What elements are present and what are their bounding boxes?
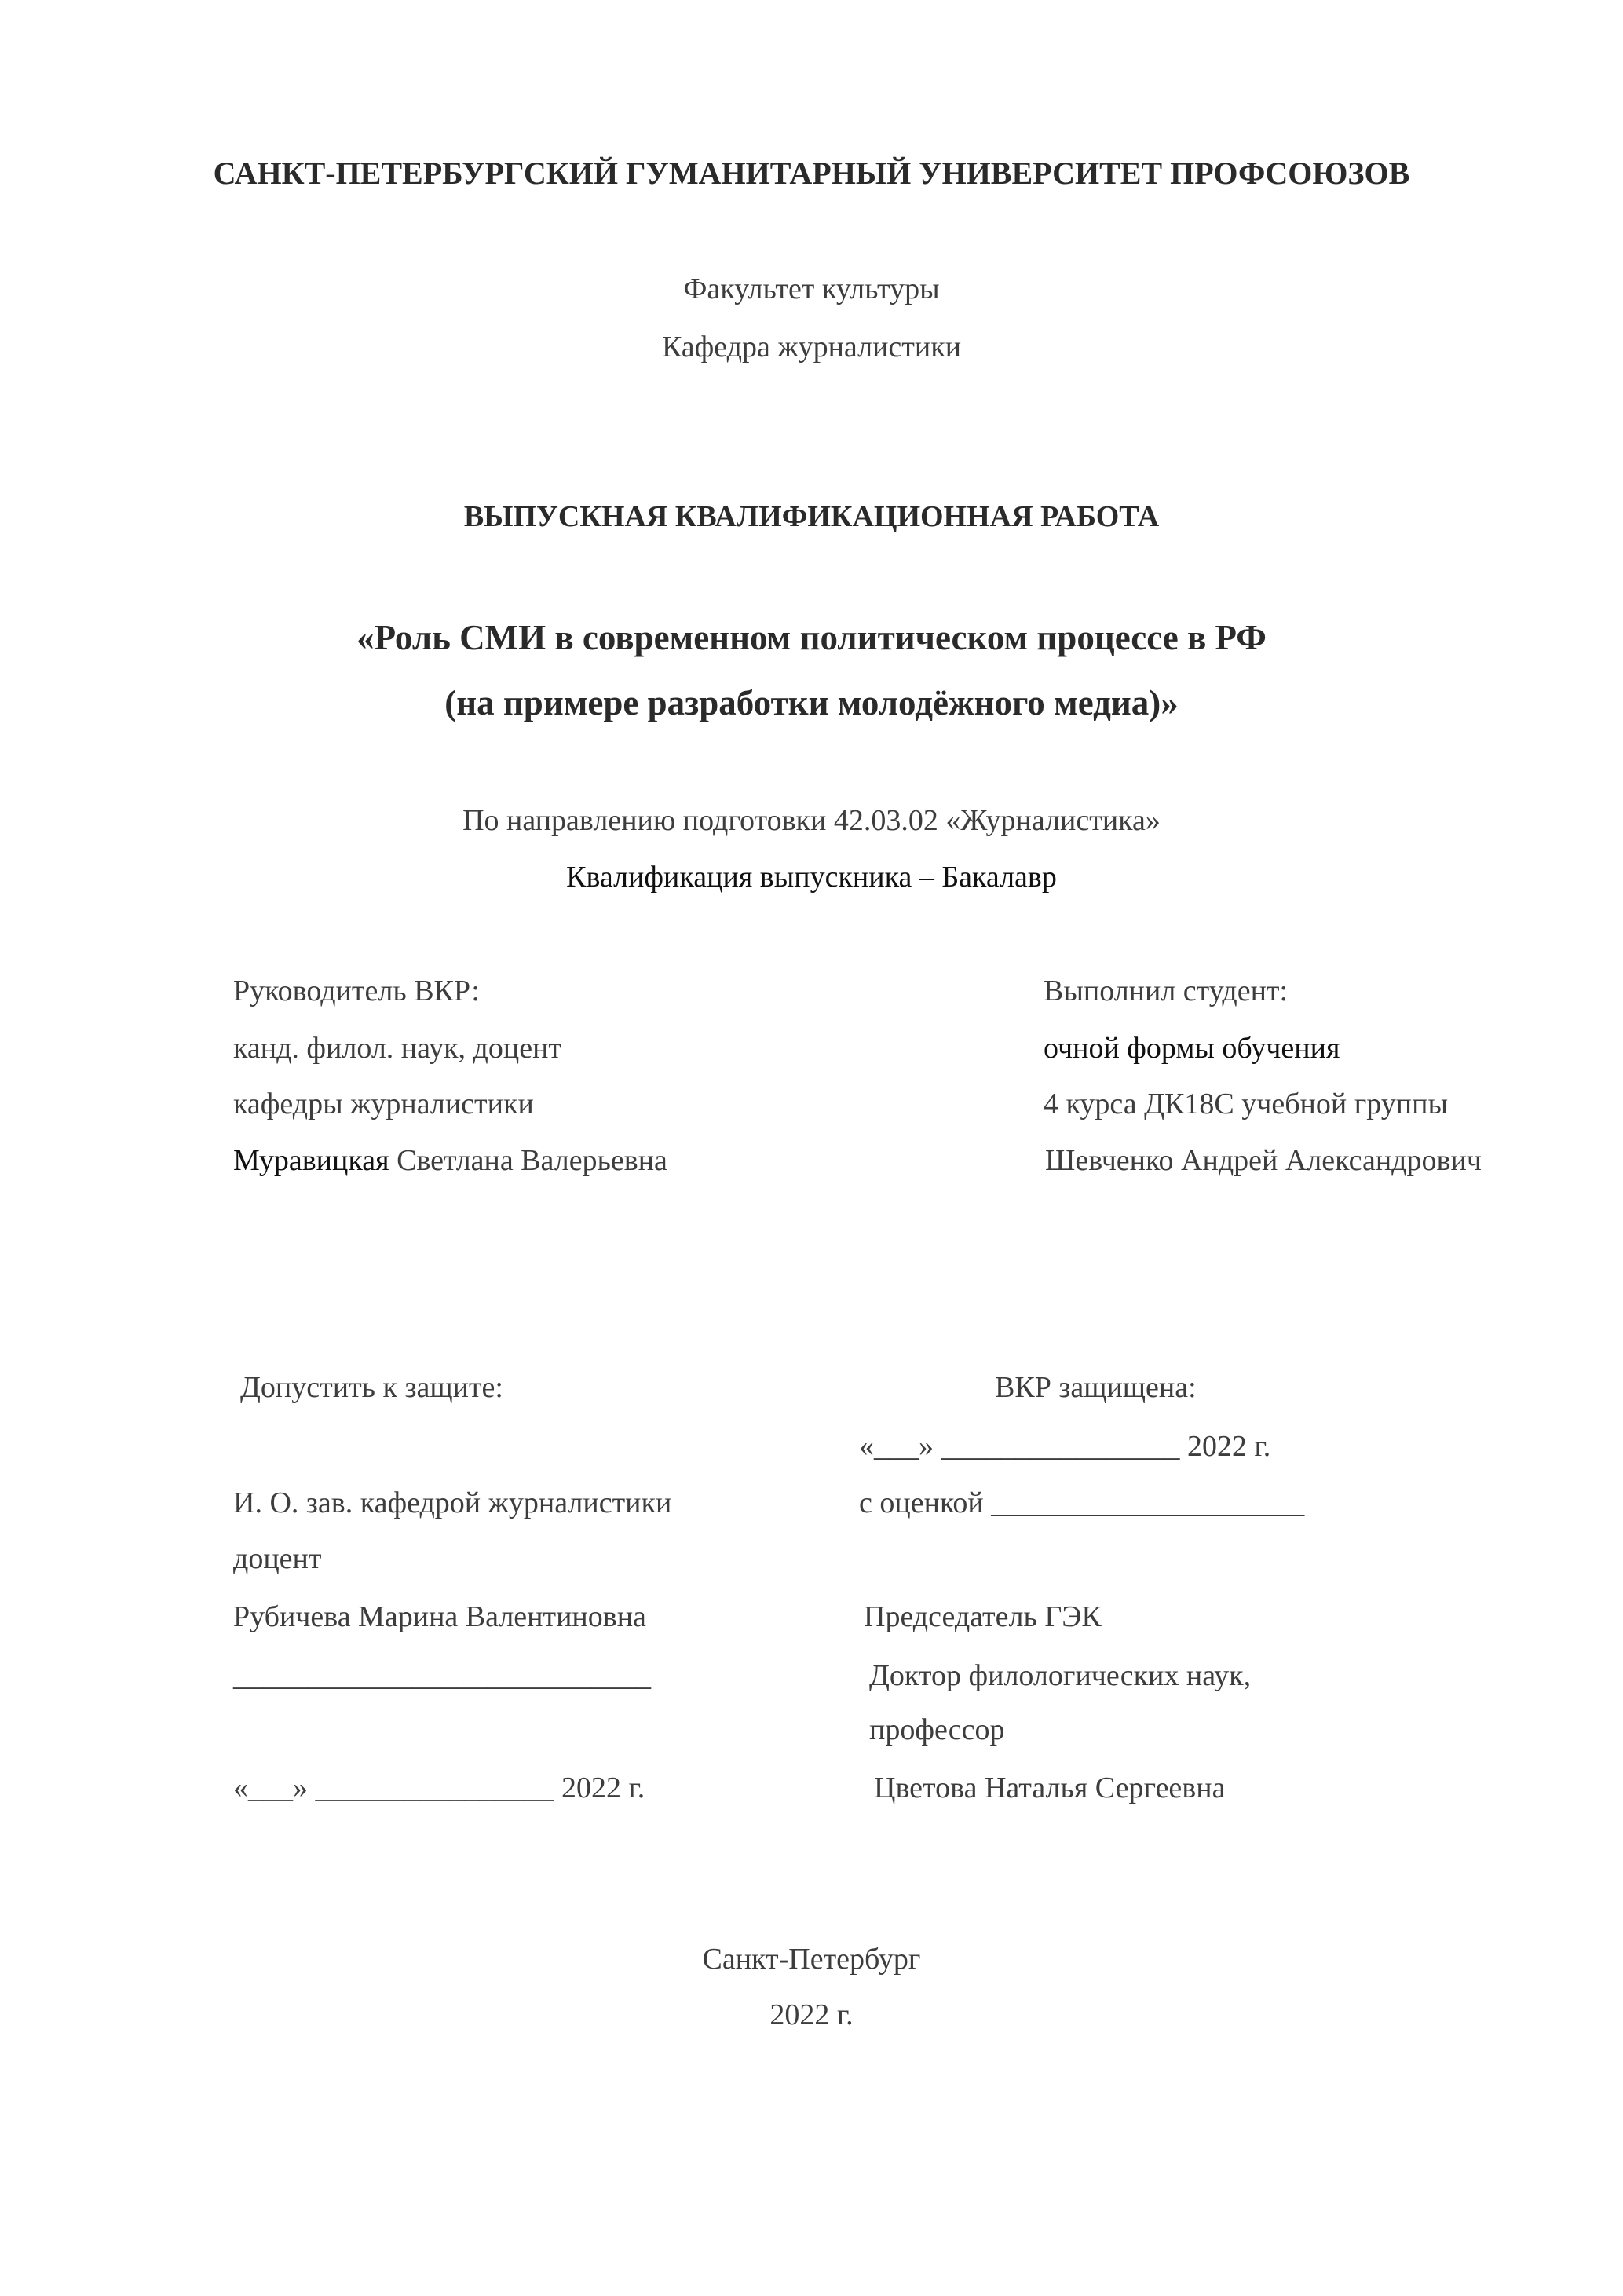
admission-date: «___» ________________ 2022 г. xyxy=(233,1771,645,1804)
department: Кафедра журналистики xyxy=(661,331,962,364)
defense-label: ВКР защищена: xyxy=(995,1371,1197,1404)
supervisor-surname: Муравицкая xyxy=(233,1144,389,1177)
defense-date: «___» ________________ 2022 г. xyxy=(859,1430,1271,1463)
university-name: САНКТ-ПЕТЕРБУРГСКИЙ ГУМАНИТАРНЫЙ УНИВЕРСИТЕТ ПРОФСОЮЗОВ xyxy=(213,155,1410,191)
supervisor-given-name: Светлана Валерьевна xyxy=(397,1144,667,1177)
defense-title: профессор xyxy=(869,1713,1005,1746)
year: 2022 г. xyxy=(769,1998,854,2031)
student-group: 4 курса ДК18С учебной группы xyxy=(1044,1088,1449,1121)
student-form: очной формы обучения xyxy=(1044,1032,1340,1065)
defense-degree: Доктор филологических наук, xyxy=(869,1659,1252,1692)
defense-name: Цветова Наталья Сергеевна xyxy=(874,1771,1226,1804)
admission-title: доцент xyxy=(233,1542,322,1575)
direction: По направлению подготовки 42.03.02 «Журналистика» xyxy=(462,804,1161,837)
admission-label: Допустить к защите: xyxy=(240,1371,503,1404)
supervisor-name xyxy=(233,1141,667,1180)
admission-signature-line: ____________________________ xyxy=(233,1659,651,1692)
student-label: Выполнил студент: xyxy=(1044,974,1289,1007)
faculty: Факультет культуры xyxy=(683,272,940,305)
work-title-line1: «Роль СМИ в современном политическом процессе в РФ xyxy=(356,618,1267,657)
supervisor-department: кафедры журналистики xyxy=(233,1088,534,1121)
work-title-line2: (на примере разработки молодёжного медиа)» xyxy=(444,683,1179,722)
work-type: ВЫПУСКНАЯ КВАЛИФИКАЦИОННАЯ РАБОТА xyxy=(463,500,1160,533)
admission-position: И. О. зав. кафедрой журналистики xyxy=(233,1486,672,1519)
supervisor-label: Руководитель ВКР: xyxy=(233,974,480,1007)
qualification: Квалификация выпускника – Бакалавр xyxy=(566,861,1057,894)
admission-name: Рубичева Марина Валентиновна xyxy=(233,1600,646,1633)
supervisor-degree: канд. филол. наук, доцент xyxy=(233,1032,562,1065)
defense-grade: с оценкой _____________________ xyxy=(859,1486,1305,1519)
defense-chair: Председатель ГЭК xyxy=(864,1600,1102,1633)
city: Санкт-Петербург xyxy=(702,1943,921,1976)
student-name: Шевченко Андрей Александрович xyxy=(1045,1144,1482,1177)
